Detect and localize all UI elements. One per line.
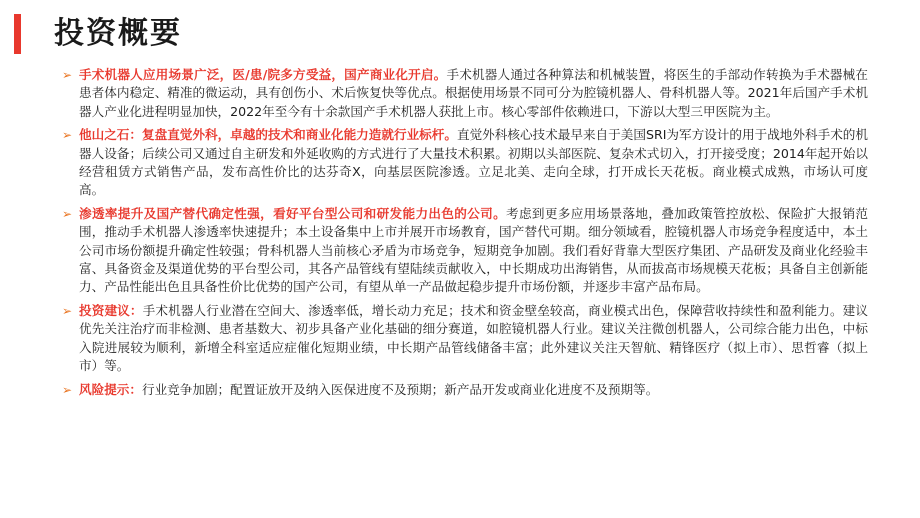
bullet-body: 手术机器人行业潜在空间大、渗透率低，增长动力充足；技术和资金壁垒较高，商业模式出色，保障营收持续性和盈利能力。建议优先关注治疗而非检测、患者基数大、初步具备产业化基础的细分赛道，如腔镜机器人行业。建议关注微创机器人，公司综合能力出色，中标入院进展较为顺利，新增全科室适应症催化短期业绩，中长期产品管线储备丰富；此外建议关注天智航、精锋医疗（拟上市）、思哲睿（拟上市）等。	[79, 302, 869, 374]
bullet-application-scenarios	[62, 66, 868, 121]
arrow-bullet-icon: ➢	[62, 68, 73, 82]
arrow-bullet-icon: ➢	[62, 128, 73, 143]
bullet-lead: 风险提示：	[79, 381, 142, 397]
bullet-lead: 渗透率提升及国产替代确定性强，看好平台型公司和研发能力出色的公司。	[79, 205, 507, 221]
bullet-lead: 投资建议：	[79, 302, 143, 318]
bullet-body: 直觉外科核心技术最早来自于美国SRI为军方设计的用于战地外科手术的机器人设备；后续公司又通过自主研发和外延收购的方式进行了大量技术积累。初期以头部医院、复杂术式切入，打开接受度；2014年起开始以经营租赁方式销售产品，发布高性价比的达芬奇X，向基层医院渗透。立足北美、走向全球，打开成长天花板。商业模式成熟，市场认可度高。	[79, 127, 868, 198]
arrow-bullet-icon: ➢	[62, 206, 73, 221]
bullet-body: 手术机器人通过各种算法和机械装置，将医生的手部动作转换为手术器械在患者体内稳定、精准的微运动，具有创伤小、术后恢复快等优点。根据使用场景不同可分为腔镜机器人、骨科机器人等。2021年后国产手术机器人产业化进程明显加快，2022年至今有十余款国产手术机器人获批上市。核心零部件依赖进口，下游以大型三甲医院为主。	[79, 67, 869, 119]
bullet-lead: 手术机器人应用场景广泛，医/患/院多方受益，国产商业化开启。	[79, 67, 447, 82]
bullet-penetration-substitution	[62, 205, 868, 297]
bullet-body: 考虑到更多应用场景落地，叠加政策管控放松、保险扩大报销范围，推动手术机器人渗透率快速提升；本土设备集中上市并展开市场教育，国产替代可期。细分领域看，腔镜机器人市场竞争程度适中，本土公司市场份额提升确定性较强；骨科机器人当前核心矛盾为市场竞争，短期竞争加剧。我们看好背靠大型医疗集团、产品研发及商业化经验丰富、具备资金及渠道优势的平台型公司，其各产品管线有望陆续贡献收入，中长期成功出海销售，从而拔高市场规模天花板；具备自主创新能力、产品性能出色且具备性价比优势的国产公司，有望从单一产品做起稳步提升市场份额，并逐步丰富产品布局。	[79, 205, 869, 295]
summary-content	[62, 66, 868, 404]
arrow-bullet-icon: ➢	[62, 382, 73, 397]
bullet-body: 行业竞争加剧；配置证放开及纳入医保进度不及预期；新产品开发或商业化进度不及预期等。	[141, 381, 659, 397]
arrow-bullet-icon: ➢	[62, 303, 73, 318]
bullet-intuitive-surgical-review	[62, 126, 868, 200]
bullet-lead: 他山之石：复盘直觉外科，卓越的技术和商业化能力造就行业标杆。	[79, 127, 457, 143]
page-title: 投资概要	[54, 16, 182, 51]
title-accent-bar	[14, 14, 21, 54]
bullet-investment-advice	[62, 302, 868, 376]
bullet-risk-warning	[62, 381, 868, 399]
